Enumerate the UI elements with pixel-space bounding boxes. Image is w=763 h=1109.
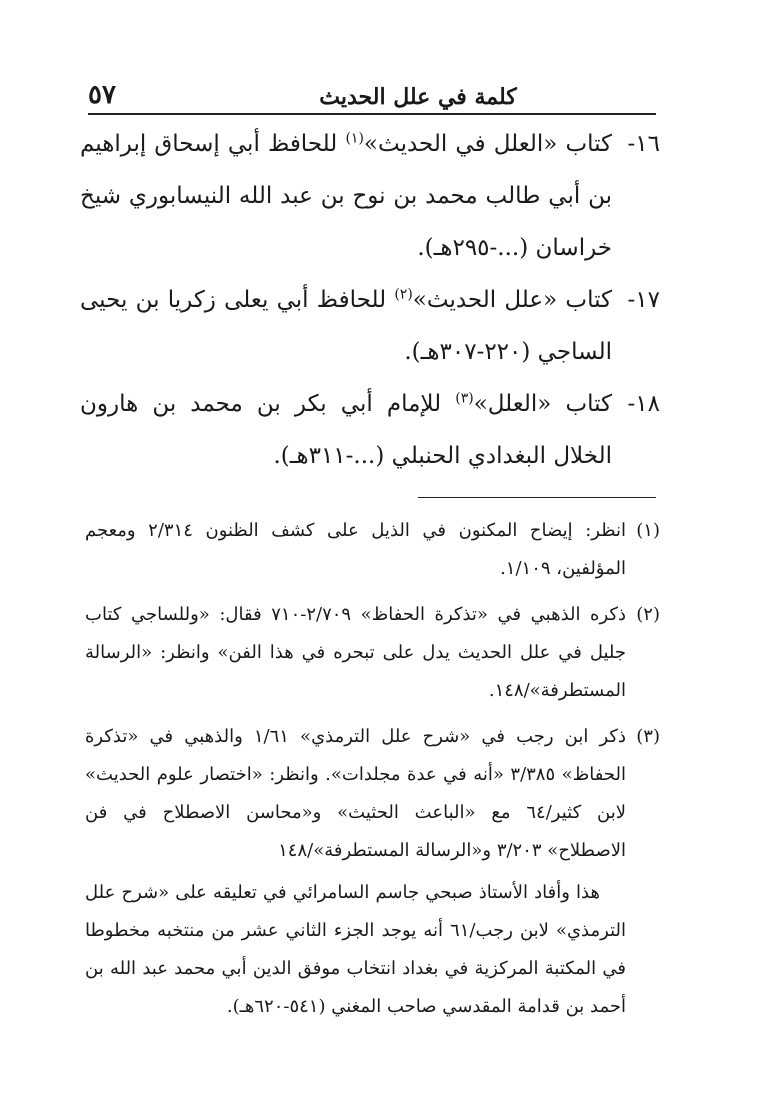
footnote — [85, 596, 660, 710]
item-title: كتاب «علل الحديث» — [412, 287, 612, 313]
footnote-text: ذكره الذهبي في «تذكرة الحفاظ» ٢/٧٠٩-٧١٠ فقال: «وللساجي كتاب جليل في علل الحديث يدل على تبحره في هذا الفن» وانظر: «الرسالة المستطرفة»/١٤٨. — [85, 604, 627, 701]
footnote — [85, 512, 660, 588]
item-text: للإمام أبي بكر بن محمد بن هارون الخلال البغدادي الحنبلي (...-٣١١هـ). — [80, 391, 612, 469]
list-item — [80, 378, 660, 482]
running-title: كلمة في علل الحديث — [319, 84, 517, 110]
book-list — [80, 118, 660, 482]
item-number: ١٧- — [627, 287, 660, 313]
list-item — [80, 274, 660, 378]
list-item — [80, 118, 660, 274]
item-text: للحافظ أبي إسحاق إبراهيم بن أبي طالب محمد بن نوح بن عبد الله النيسابوري شيخ خراسان (...-٢٩٥هـ). — [80, 131, 612, 261]
item-number: ١٨- — [627, 391, 660, 417]
footnote-marker: (٣) — [455, 390, 474, 407]
footnote-number: (١) — [636, 520, 660, 541]
footnote-number: (٣) — [636, 726, 660, 747]
footnotes — [85, 512, 660, 1034]
item-title: كتاب «العلل في الحديث» — [363, 131, 613, 157]
footnote-text: ذكر ابن رجب في «شرح علل الترمذي» ١/٦١ والذهبي في «تذكرة الحفاظ» ٣/٣٨٥ «أنه في عدة مجلدات». وانظر: «اختصار علوم الحديث» لابن كثير/٦٤ مع «الباعث الحثيث» و«محاسن الاصطلاح في فن الاصطلاح» ٣/٢٠٣ و«الرسالة المستطرفة»/١٤٨ — [85, 726, 627, 861]
footnote-number: (٢) — [636, 604, 660, 625]
footnote-separator — [418, 497, 656, 498]
footnote-marker: (٢) — [394, 286, 413, 303]
page-header — [88, 80, 656, 114]
footnote-marker: (١) — [345, 130, 364, 147]
footnote-text: انظر: إيضاح المكنون في الذيل على كشف الظنون ٢/٣١٤ ومعجم المؤلفين، ١/١٠٩. — [85, 520, 626, 579]
item-text: للحافظ أبي يعلى زكريا بن يحيى الساجي (٢٢٠-٣٠٧هـ). — [80, 287, 612, 365]
page-number: ٥٧ — [88, 80, 116, 110]
footnote — [85, 718, 660, 1026]
header-rule — [88, 113, 656, 115]
item-title: كتاب «العلل» — [473, 391, 612, 417]
footnote-paragraph: هذا وأفاد الأستاذ صبحي جاسم السامرائي في تعليقه على «شرح علل الترمذي» لابن رجب/٦١ أنه يوجد الجزء الثاني عشر من منتخبه مخطوطا في المكتبة المركزية في بغداد انتخاب موفق الدين أبي محمد عبد الله بن أحمد بن قدامة المقدسي صاحب المغني (٥٤١-٦٢٠هـ). — [85, 882, 626, 1017]
item-number: ١٦- — [627, 131, 660, 157]
